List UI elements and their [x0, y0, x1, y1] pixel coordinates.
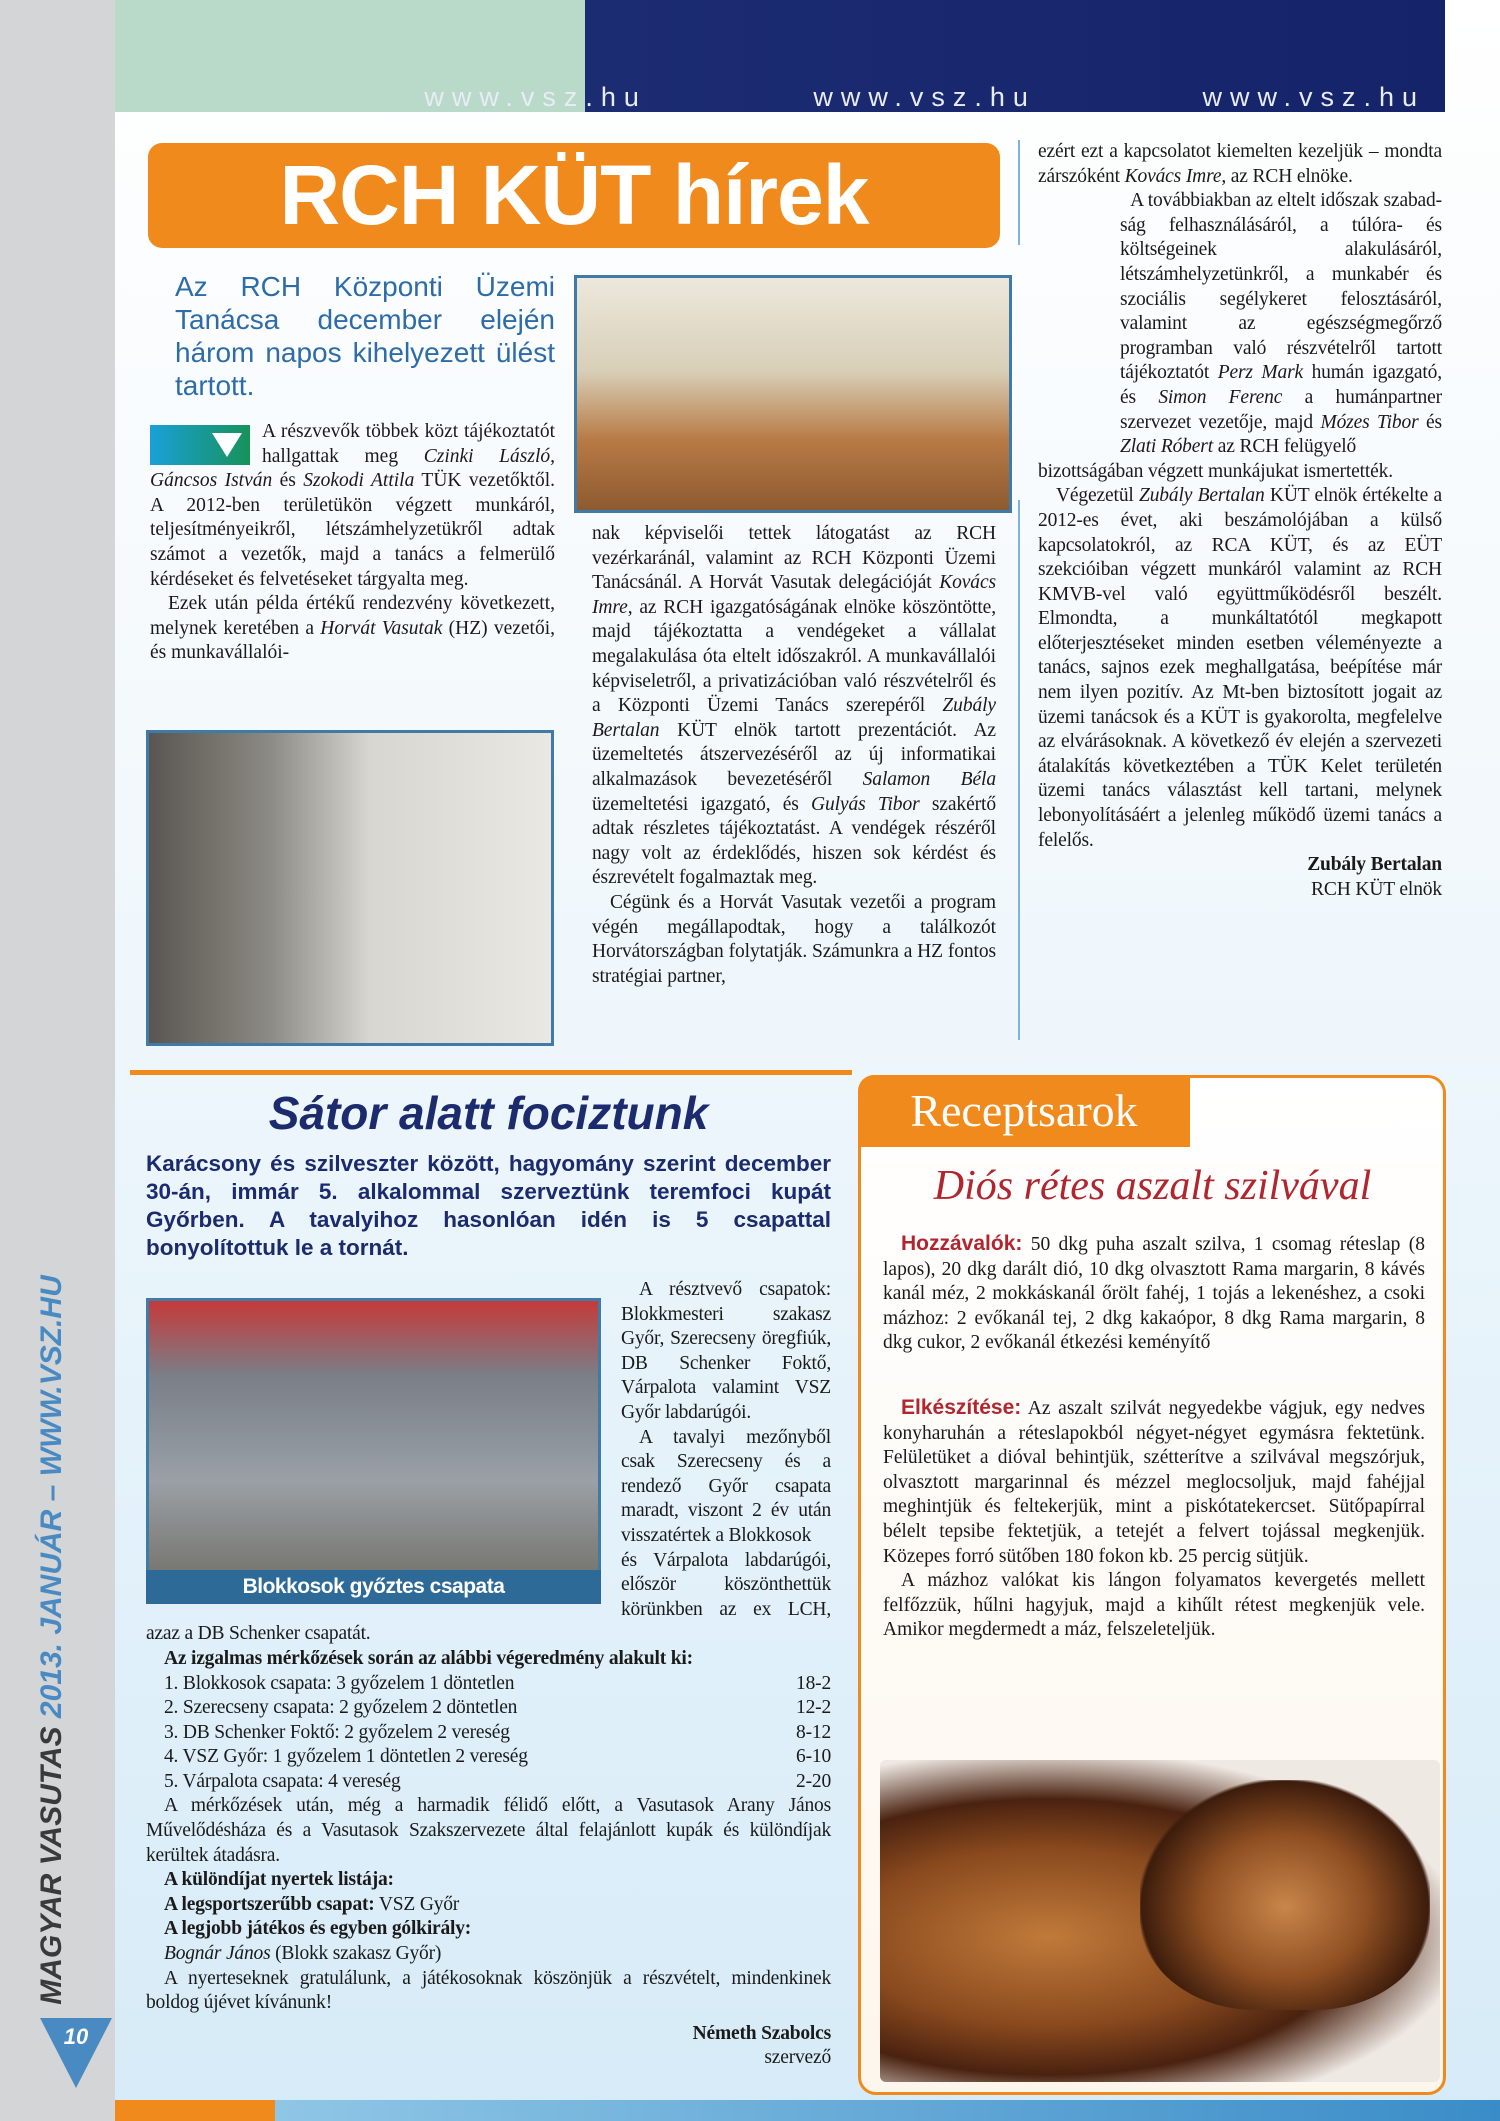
- glaze: A mázhoz valókat kis lángon folyamatos kevergetés mellett felfőzzük, hűlni hagyjuk, majd a kihűlt rétest megkenjük vele. Amikor megdermedt a máz, felszeleteljük.: [883, 1570, 1425, 1641]
- section-divider: [130, 1070, 852, 1075]
- signature-name: Németh Szabolcs: [692, 2022, 831, 2044]
- photo-pastry-detail: [1140, 1780, 1430, 2010]
- rch-column-3: [1038, 140, 1442, 902]
- text: (HZ) vezetői, és munkavállalói-: [150, 617, 555, 664]
- text: A továbbiakban az eltelt időszak szabad-: [1130, 190, 1442, 212]
- prize: [146, 1917, 831, 1942]
- recipe-section-label: Receptsarok: [858, 1075, 1190, 1147]
- rch-lead: Az RCH Központi Üzemi Tanácsa december elején három napos kihelyezett ülést tartott.: [175, 271, 555, 401]
- text: KÜT elnök tartott prezentációt. Az üzemeltetés átszervezéséről az új informatikai alkalmazások bevezetéséről: [592, 719, 996, 790]
- football-body: [146, 1262, 831, 2071]
- text: a humánpartner szervezet vezetője, majd: [1120, 386, 1442, 433]
- photo-caption: Blokkosok győztes csapata: [146, 1570, 601, 1604]
- result-score: 6-10: [796, 1746, 831, 1768]
- text: az RCH felügyelő: [1213, 436, 1357, 458]
- issue-date: 2013. JANUÁR – WWW.VSZ.HU: [35, 1275, 68, 1727]
- prize: [146, 1893, 831, 1918]
- result-row: [146, 1745, 831, 1770]
- text: TÜK vezetőktől. A 2012-ben területükön végzett munkáról, teljesítményeikről, létszámhelyzetükről adtak számot a vezetők, majd a tanács a felmerülő kérdéseket és felvetéseket tárgyalta meg.: [150, 470, 555, 590]
- text: nak képviselői tettek látogatást az RCH vezérkaránál, valamint az RCH Központi Üzemi Tanácsánál. A Horvát Vasutak delegációját: [592, 523, 996, 594]
- footer-bar-orange: [115, 2100, 275, 2121]
- result-row: [146, 1770, 831, 1795]
- signature-role: RCH KÜT elnök: [1311, 878, 1442, 900]
- result-team: 5. Várpalota csapata: 4 vereség: [164, 1770, 401, 1792]
- result-team: 4. VSZ Győr: 1 győzelem 1 döntetlen 2 vereség: [164, 1746, 528, 1768]
- result-score: 2-20: [796, 1770, 831, 1792]
- person-name: Zubály Bertalan: [592, 695, 996, 741]
- text: VSZ Győr: [374, 1893, 460, 1915]
- method-label: Elkészítése:: [901, 1395, 1022, 1419]
- prizes-heading: A különdíjat nyertek listája:: [164, 1869, 394, 1891]
- paragraph: [1038, 460, 1442, 485]
- result-score: 18-2: [796, 1672, 831, 1694]
- text: , az RCH igazgatóságának elnöke köszöntötte, majd tájékoztatta a vendégeket a vállalat megalakulása óta eltelt időszakról. A munkavállalói képviseletről, a privatizációban való részvételről és a Központi Üzemi Tanács szerepéről: [592, 596, 996, 717]
- column-divider: [1018, 140, 1020, 245]
- person-name: Zubály Bertalan: [1139, 485, 1265, 507]
- person-name: Czinki László, Gáncsos István: [150, 445, 555, 492]
- result-team: 3. DB Schenker Foktő: 2 győzelem 2 vereség: [164, 1721, 510, 1743]
- person-name: Kovács Imre: [1124, 165, 1222, 187]
- text: és: [272, 470, 304, 492]
- football-intro: Karácsony és szilveszter között, hagyomány szerint december 30-án, immár 5. alkalommal szerveztünk teremfoci kupát Győrben. A tavalyihoz hasonlóan idén is 5 csapattal bonyolítottuk le a tornát.: [146, 1151, 831, 1260]
- rch-column-2: [592, 522, 996, 989]
- text: (Blokk szakasz Győr): [270, 1943, 442, 1965]
- result-row: [146, 1672, 831, 1697]
- result-score: 12-2: [796, 1697, 831, 1719]
- results-list: [146, 1672, 831, 1795]
- bold-text: A legsportszerűbb csapat:: [164, 1893, 375, 1915]
- ingredients: 50 dkg puha aszalt szilva, 1 csomag réteslap (8 lapos), 20 dkg darált dió, 10 dkg olvasztott Rama margarin, 8 kávés kanál méz, 2 mokkáskanál őrölt fahéj, 1 tojás a lekenéshez, a csoki mázhoz: 2 evőkanál tej, 2 dkg kakaópor, 8 dkg Rama margarin, 8 dkg cukor, 2 evőkanál étkezési keményítő: [883, 1234, 1425, 1354]
- person-name: Szokodi Attila: [303, 470, 415, 492]
- page-number: 10: [63, 2024, 89, 2049]
- recipe-title: Diós rétes aszalt szilvával: [933, 1163, 1372, 1209]
- team-photo-figure: [146, 1298, 601, 1604]
- paragraph: A mérkőzések után, még a harmadik félidő előtt, a Vasutasok Arany János Művelődésháza és a Vasutasok Szakszervezete által felajánlott kupák és különdíjak kerültek átadásra.: [146, 1795, 831, 1866]
- header-website: www.vsz.hu www.vsz.hu www.vsz.hu: [424, 82, 1425, 112]
- person-name: Simon Ferenc: [1158, 386, 1283, 408]
- person-name: Horvát Vasutak: [320, 617, 443, 639]
- paragraph: és Várpalota labdarúgói, először köszönthettük körünkben az ex LCH, azaz a DB Schenker csapatát.: [146, 1549, 831, 1645]
- person-name: Perz Mark: [1217, 362, 1304, 384]
- text: A tavalyi mezőnyből csak Szerecseny és a rendező Győr csapata maradt, viszont 2 év után visszatértek a Blokkosok: [621, 1426, 831, 1546]
- text: A részvevők többek közt tájékoztatót hallgattak meg: [262, 421, 555, 467]
- paragraph: [592, 522, 996, 891]
- result-row: [146, 1721, 831, 1746]
- text: szakértő adtak részletes tájékoztatást. A vendégek részéről nagy volt az érdeklődés, hiszen sok kérdést és észrevételt fogalmaztak meg.: [592, 793, 996, 889]
- prize-winner: [146, 1942, 831, 1967]
- ingredients-label: Hozzávalók:: [901, 1232, 1023, 1255]
- result-team: 1. Blokkosok csapata: 3 győzelem 1 döntetlen: [164, 1672, 515, 1694]
- person-name: Gulyás Tibor: [810, 793, 920, 815]
- results-heading: Az izgalmas mérkőzések során az alábbi végeredmény alakult ki:: [164, 1647, 693, 1669]
- text: A résztvevő csapatok: Blokkmesteri szakasz Győr, Szerecseny öregfiúk, DB Schenker Foktő, Várpalota valamint VSZ Győr labdarúgói.: [621, 1279, 831, 1423]
- paragraph: A nyerteseknek gratulálunk, a játékosoknak köszönjük a részvételt, mindenkinek boldog újévet kívánunk!: [146, 1967, 831, 2014]
- text: KÜT elnök értékelte a 2012-es évet, aki beszámolójában a külső kapcsolatokról, az RCA KÜT, és az EÜT szekcióiban végzett munkáról valamint az RCH KMVB-vel való együttműködésről beszélt. Elmondta, a munkáltatótól megkapott előterjesztéseket minden esetben véleményezte a tanács, sajnos ezek meghallgatása, beépítése már nem ilyen pozitív. Az Mt-ben biztosított jogait az üzemi tanácsok és a KÜT is gyakorolta, megfelelve az elvárásoknak. A következő év elején a szervezeti átalakítás következtében a TÜK Kelet területén üzemi tanács választást kell tartani, melynek lebonyolításáért a jelenleg működő üzemi tanács a felelős.: [1038, 485, 1442, 851]
- text: Ezek után példa értékű rendezvény következett, melynek keretében a: [150, 593, 555, 639]
- text: , az RCH elnöke.: [1221, 165, 1353, 187]
- signature-role: szervező: [764, 2047, 831, 2069]
- publication-name: MAGYAR VASUTAS: [35, 1726, 68, 2005]
- text: ezért ezt a kapcsolatot kiemelten kezeljük – mondta zárszóként: [1038, 141, 1442, 187]
- text: üzemeltetési igazgató, és: [592, 793, 811, 815]
- result-score: 8-12: [796, 1721, 831, 1743]
- method: Az aszalt szilvát negyedekbe vágjuk, egy nedves konyharuhán a réteslapokból négyet-négyet egymásra fektetünk. Felületüket a dióval behintjük, szétterítve a szilvával megszórjuk, olvasztott margarinnal és mézzel meglocsoljuk, majd fahéjjal meghintjük és feltekerjük, mint a piskótatekercset. Sütőpapírral bélelt tepsibe fektetjük, a tetejét a felvert tojással megkenjük. Közepes forró sütőben 180 fokon kb. 25 percig sütjük.: [883, 1397, 1425, 1567]
- football-title: Sátor alatt fociztunk: [268, 1087, 709, 1139]
- signature-name: Zubály Bertalan: [1307, 854, 1442, 876]
- photo-meeting-speakers: [146, 730, 554, 1046]
- person-name: Salamon Béla: [862, 768, 996, 790]
- paragraph: [1038, 484, 1442, 853]
- text: bizottságában végzett munkájukat ismertették.: [1038, 460, 1393, 482]
- paragraph: [1038, 189, 1442, 214]
- result-row: [146, 1696, 831, 1721]
- footer-bar-blue: [275, 2100, 1500, 2121]
- column-divider: [1018, 500, 1020, 1040]
- paragraph: [150, 592, 555, 666]
- person-name: Kovács Imre: [592, 572, 996, 618]
- paragraph: [592, 891, 996, 989]
- text: és: [1418, 411, 1442, 433]
- text: humán igazgató, és: [1120, 362, 1442, 408]
- result-team: 2. Szerecseny csapata: 2 győzelem 2 döntetlen: [164, 1697, 518, 1719]
- photo-team: [146, 1298, 601, 1604]
- sidebar-masthead: [35, 1270, 75, 2010]
- person-name: Mózes Tibor: [1320, 411, 1419, 433]
- paragraph: [1038, 214, 1442, 460]
- text: Cégünk és a Horvát Vasutak vezetői a program végén megállapodtak, hogy a találkozót Horvátországban folytatják. Számunkra a HZ fontos stratégiai partner,: [592, 891, 996, 987]
- paragraph: [1038, 140, 1442, 189]
- photo-meeting-room: [574, 275, 1012, 513]
- football-article: [146, 1150, 831, 2071]
- person-name: Zlati Róbert: [1120, 436, 1213, 458]
- person-name: Bognár János: [164, 1943, 271, 1965]
- text: ság felhasználásáról, a túlóra- és költségeinek alakulásáról, létszámhelyzetünkről, a munkabér és szociális segélykeret felosztásáról, valamint az egészségmegőrző programban való részvételről tartott tájékoztatót: [1120, 214, 1442, 384]
- rch-title: RCH KÜT hírek: [148, 143, 1000, 248]
- text: Végezetül: [1056, 485, 1139, 507]
- bold-text: A legjobb játékos és egyben gólkirály:: [164, 1918, 472, 1940]
- rch-column-1: [150, 420, 555, 666]
- recipe-text: [883, 1232, 1425, 1643]
